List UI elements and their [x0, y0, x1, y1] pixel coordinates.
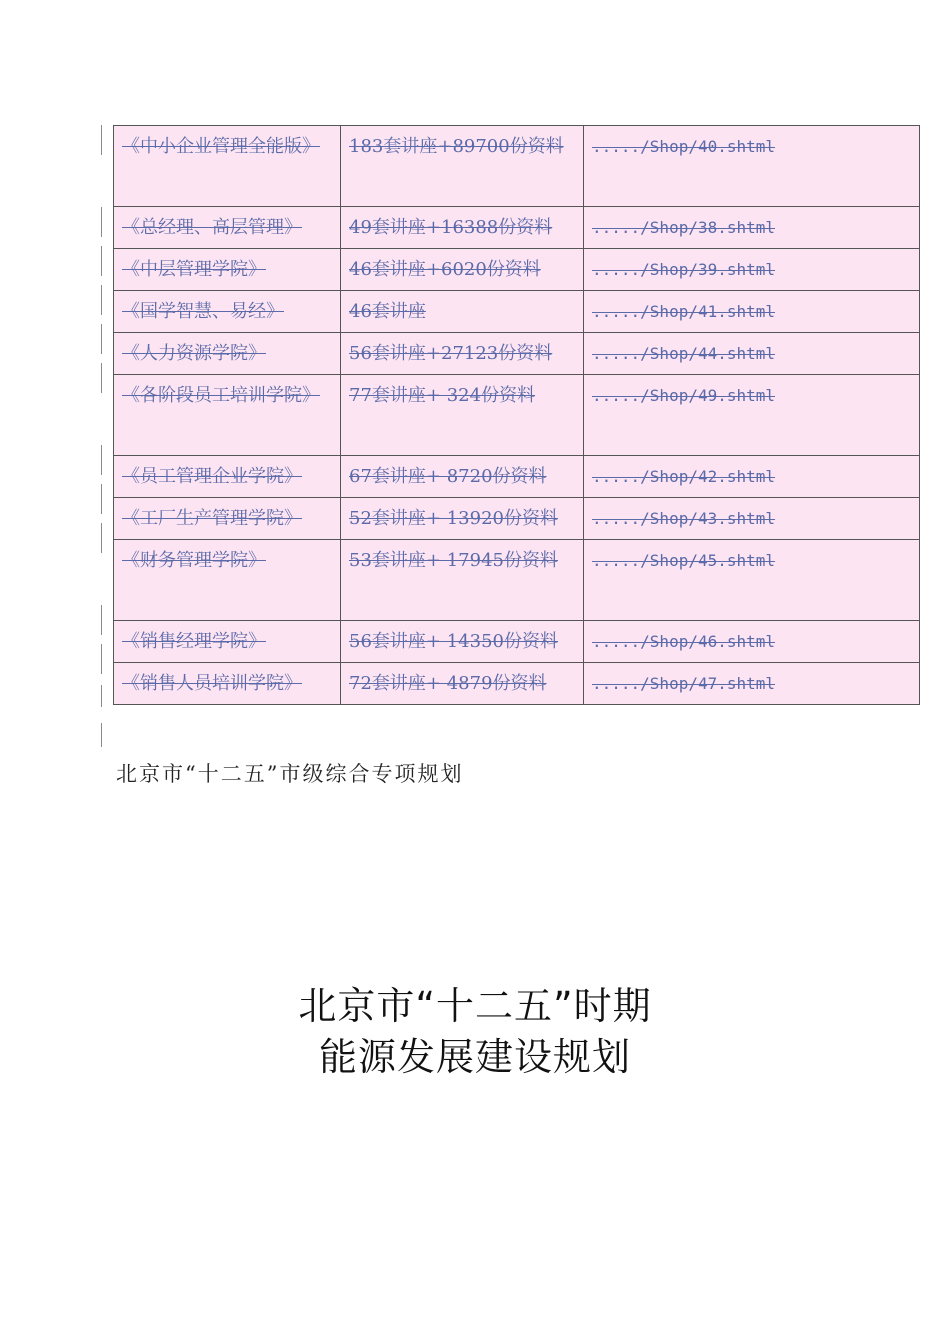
- change-bar: [101, 285, 102, 315]
- course-desc-cell[interactable]: 46套讲座: [341, 291, 584, 333]
- change-bar: [101, 605, 102, 635]
- course-link[interactable]: ...../Shop/40.shtml: [592, 137, 776, 156]
- course-link-cell[interactable]: [584, 375, 920, 456]
- course-link[interactable]: ...../Shop/41.shtml: [592, 302, 776, 321]
- course-link[interactable]: ...../Shop/38.shtml: [592, 218, 776, 237]
- change-bar: [101, 644, 102, 674]
- change-bar: [101, 125, 102, 155]
- course-name-cell[interactable]: 《员工管理企业学院》: [114, 456, 341, 498]
- course-link-cell[interactable]: [584, 540, 920, 621]
- course-link-cell[interactable]: [584, 249, 920, 291]
- course-link[interactable]: ...../Shop/45.shtml: [592, 551, 776, 570]
- course-name-cell[interactable]: 《销售经理学院》: [114, 621, 341, 663]
- course-link-cell[interactable]: [584, 207, 920, 249]
- course-name-cell[interactable]: 《财务管理学院》: [114, 540, 341, 621]
- course-link-cell[interactable]: [584, 291, 920, 333]
- course-desc-cell[interactable]: 56套讲座+ 14350份资料: [341, 621, 584, 663]
- course-link-table: [113, 125, 920, 705]
- course-link-cell[interactable]: [584, 456, 920, 498]
- course-name-cell[interactable]: 《中小企业管理全能版》: [114, 126, 341, 207]
- course-link[interactable]: ...../Shop/46.shtml: [592, 632, 776, 651]
- change-bar: [101, 685, 102, 707]
- course-link[interactable]: ...../Shop/43.shtml: [592, 509, 776, 528]
- course-name-cell[interactable]: 《人力资源学院》: [114, 333, 341, 375]
- table-row: [114, 249, 920, 291]
- change-bar: [101, 723, 102, 747]
- table-row: [114, 291, 920, 333]
- table-row: [114, 663, 920, 705]
- change-bar: [101, 363, 102, 393]
- table-row: [114, 207, 920, 249]
- table-row: [114, 333, 920, 375]
- course-desc-cell[interactable]: 49套讲座+16388份资料: [341, 207, 584, 249]
- course-link-cell[interactable]: [584, 126, 920, 207]
- change-bar: [101, 445, 102, 475]
- change-bar: [101, 324, 102, 354]
- course-desc-cell[interactable]: 183套讲座+89700份资料: [341, 126, 584, 207]
- course-desc-cell[interactable]: 67套讲座+ 8720份资料: [341, 456, 584, 498]
- course-link-cell[interactable]: [584, 333, 920, 375]
- course-link[interactable]: ...../Shop/47.shtml: [592, 674, 776, 693]
- change-bar: [101, 246, 102, 276]
- change-bar: [101, 207, 102, 237]
- table-row: [114, 375, 920, 456]
- table-row: [114, 540, 920, 621]
- course-desc-cell[interactable]: 52套讲座+ 13920份资料: [341, 498, 584, 540]
- course-name-cell[interactable]: 《销售人员培训学院》: [114, 663, 341, 705]
- course-name-cell[interactable]: 《各阶段员工培训学院》: [114, 375, 341, 456]
- course-desc-cell[interactable]: 46套讲座+6020份资料: [341, 249, 584, 291]
- course-link-cell[interactable]: [584, 621, 920, 663]
- course-link[interactable]: ...../Shop/49.shtml: [592, 386, 776, 405]
- course-name-cell[interactable]: 《国学智慧、易经》: [114, 291, 341, 333]
- course-desc-cell[interactable]: 77套讲座+ 324份资料: [341, 375, 584, 456]
- change-bar: [101, 523, 102, 553]
- course-link[interactable]: ...../Shop/42.shtml: [592, 467, 776, 486]
- course-desc-cell[interactable]: 72套讲座+ 4879份资料: [341, 663, 584, 705]
- course-desc-cell[interactable]: 53套讲座+ 17945份资料: [341, 540, 584, 621]
- table-row: [114, 498, 920, 540]
- course-link[interactable]: ...../Shop/44.shtml: [592, 344, 776, 363]
- document-title-line-2: 能源发展建设规划: [318, 1035, 631, 1079]
- course-desc-cell[interactable]: 56套讲座+27123份资料: [341, 333, 584, 375]
- table-row: [114, 621, 920, 663]
- course-name-cell[interactable]: 《工厂生产管理学院》: [114, 498, 341, 540]
- document-title-line-1: 北京市“十二五”时期: [298, 984, 652, 1028]
- course-link-cell[interactable]: [584, 663, 920, 705]
- change-bar: [101, 484, 102, 514]
- course-link-cell[interactable]: [584, 498, 920, 540]
- course-name-cell[interactable]: 《中层管理学院》: [114, 249, 341, 291]
- course-name-cell[interactable]: 《总经理、高层管理》: [114, 207, 341, 249]
- table-row: [114, 126, 920, 207]
- course-link[interactable]: ...../Shop/39.shtml: [592, 260, 776, 279]
- document-subtitle: 北京市“十二五”市级综合专项规划: [116, 762, 464, 786]
- table-row: [114, 456, 920, 498]
